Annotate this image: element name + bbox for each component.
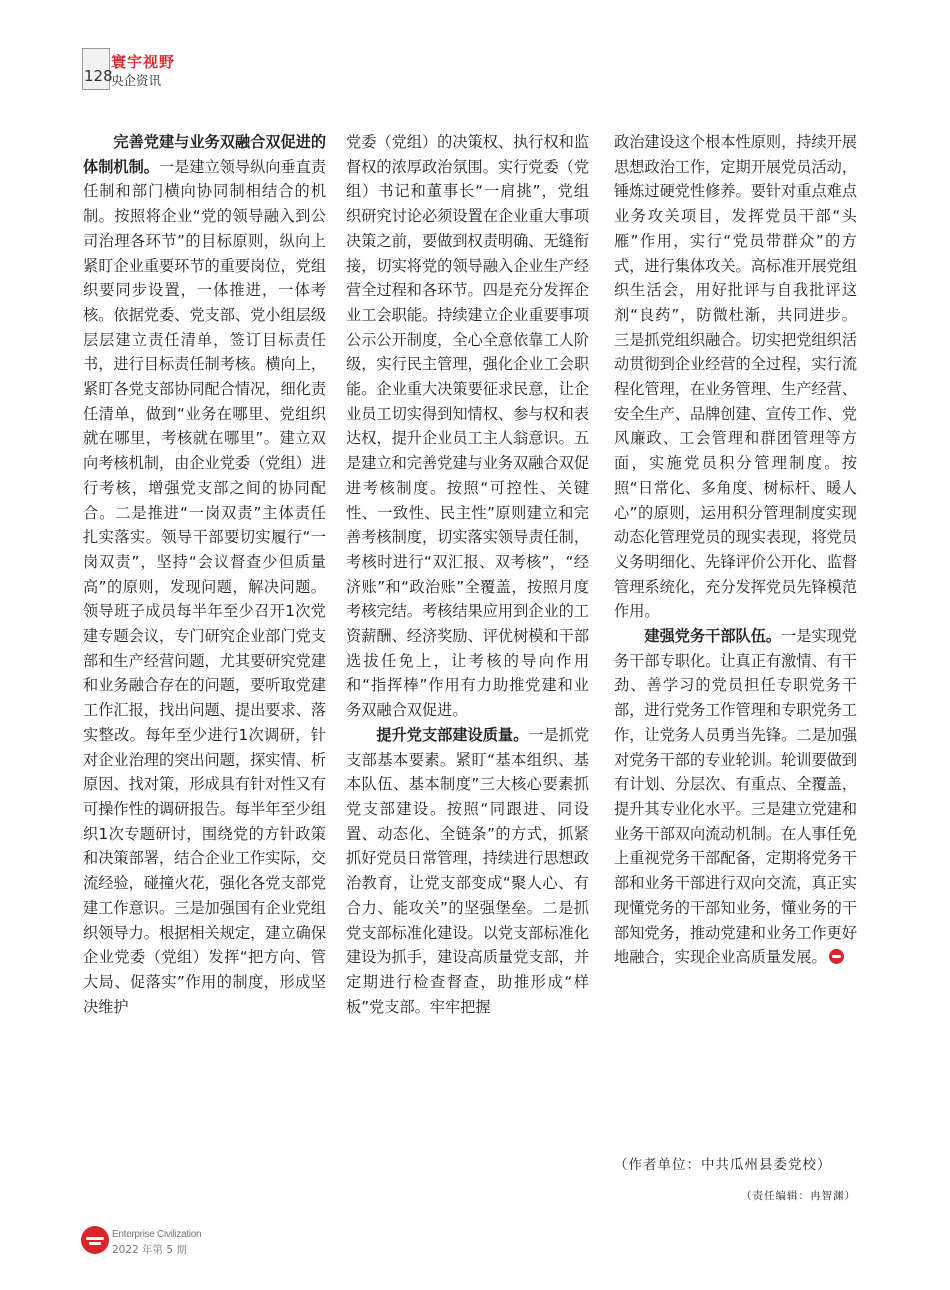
article-column-3 — [614, 130, 857, 970]
paragraph-body: 一是建立领导纵向垂直责任制和部门横向协同制相结合的机制。按照将企业“党的领导融入到公司治理各环节”的目标原则，纵向上紧盯企业重要环节的重要岗位，党组织要同步设置，一体推进，一体考核。依据党委、党支部、党小组层级层层建立责任清单，签订目标责任书，进行目标责任制考核。横向上，紧盯各党支部协同配合情况，细化责任清单，做到“业务在哪里、党组织就在哪里，考核就在哪里”。建立双向考核机制，由企业党委（党组）进行考核，增强党支部之间的协同配合。二是推进“一岗双责”主体责任扎实落实。领导干部要切实履行“一岗双责”，坚持“会议督查少但质量高”的原则，发现问题，解决问题。领导班子成员每半年至少召开1次党建专题会议，专门研究企业部门党支部和生产经营问题，尤其要研究党建和业务融合存在的问题，要听取党建工作汇报，找出问题、提出要求、落实整改。每年至少进行1次调研，针对企业治理的突出问题，探实情、析原因、找对策，形成具有针对性又有可操作性的调研报告。每半年至少组织1次专题研讨，围绕党的方针政策和决策部署，结合企业工作实际，交流经验，碰撞火花，强化各党支部党建工作意识。三是加强国有企业党组织领导力。根据相关规定，建立确保企业党委（党组）发挥“把方向、管大局、促落实”作用的制度，形成坚决维护 — [83, 157, 326, 1016]
article-column-2 — [346, 130, 589, 1019]
paragraph — [346, 723, 589, 1019]
paragraph-body: 一是实现党务干部专职化。让真正有激情、有干劲、善学习的党员担任专职党务干部，进行党务工作管理和专职党务工作，让党务人员勇当先锋。二是加强对党务干部的专业轮训。轮训要做到有计划、分层次、有重点、全覆盖，提升其专业化水平。三是建立党建和业务干部双向流动机制。在人事任免上重视党务干部配备，定期将党务干部和业务干部进行双向交流，真正实现懂党务的干部知业务，懂业务的干部知党务，推动党建和业务工作更好地融合，实现企业高质量发展。 — [614, 627, 858, 967]
author-affiliation: （作者单位：中共瓜州县委党校） — [614, 1157, 832, 1173]
end-mark-icon — [829, 949, 844, 964]
paragraph — [614, 130, 857, 624]
page-number: 128 — [84, 67, 113, 85]
paragraph — [614, 624, 857, 970]
paragraph-heading: 提升党支部建设质量。 — [376, 725, 529, 744]
magazine-logo-icon — [81, 1226, 109, 1254]
section-title: 寰宇视野 — [111, 53, 176, 71]
responsible-editor: （责任编辑：冉智渊） — [741, 1190, 856, 1202]
paragraph-body: 一是抓党支部基本要素。紧盯“基本组织、基本队伍、基本制度”三大核心要素抓党支部建设。按照“同跟进、同设置、动态化、全链条”的方式，抓紧抓好党员日常管理，持续进行思想政治教育，让党支部变成“聚人心、有合力、能攻关”的坚强堡垒。二是抓党支部标准化建设。以党支部标准化建设为抓手，建设高质量党支部，并定期进行检查督查，助推形成“样板”党支部。牢牢把握 — [346, 725, 590, 1016]
magazine-english-name: Enterprise Civilization — [112, 1229, 202, 1240]
section-subtitle: 央企资讯 — [111, 73, 162, 88]
issue-number: 2022 年第 5 期 — [112, 1244, 187, 1256]
paragraph — [346, 130, 589, 723]
paragraph — [83, 130, 326, 1019]
paragraph-heading: 建强党务干部队伍。 — [644, 627, 782, 646]
paragraph-body: 政治建设这个根本性原则，持续开展思想政治工作，定期开展党员活动，锤炼过硬党性修养。要针对重点难点业务攻关项目，发挥党员干部“头雁”作用，实行“党员带群众”的方式，进行集体攻关。高标准开展党组织生活会，用好批评与自我批评这剂“良药”，防微杜渐，共同进步。三是抓党组织融合。切实把党组织活动贯彻到企业经营的全过程，实行流程化管理，在业务管理、生产经营、安全生产、品牌创建、宣传工作、党风廉政、工会管理和群团管理等方面，实施党员积分管理制度。按照“日常化、多角度、树标杆、暖人心”的原则，运用积分管理制度实现动态化管理党员的现实表现，将党员义务明细化、先锋评价公开化、监督管理系统化，充分发挥党员先锋模范作用。 — [614, 133, 857, 621]
paragraph-body: 党委（党组）的决策权、执行权和监督权的浓厚政治氛围。实行党委（党组）书记和董事长“一肩挑”，党组织研究讨论必须设置在企业重大事项决策之前，要做到权责明确、无缝衔接，切实将党的领导融入企业生产经营全过程和各环节。四是充分发挥企业工会职能。持续建立企业重要事项公示公开制度，全心全意依靠工人阶级，实行民主管理，强化企业工会职能。企业重大决策要征求民意，让企业员工切实得到知情权、参与权和表达权，提升企业员工主人翁意识。五是建立和完善党建与业务双融合双促进考核制度。按照“可控性、关键性、一致性、民主性”原则建立和完善考核制度，切实落实领导责任制，考核时进行“双汇报、双考核”，“经济账”和“政治账”全覆盖，按照月度考核完结。考核结果应用到企业的工资薪酬、经济奖励、评优树模和干部选拔任免上，让考核的导向作用和“指挥棒”作用有力助推党建和业务双融合双促进。 — [346, 133, 589, 720]
article-column-1 — [83, 130, 326, 1019]
paragraph-heading: 完善党建与业务双融合双促进的体制机制。 — [83, 133, 327, 176]
